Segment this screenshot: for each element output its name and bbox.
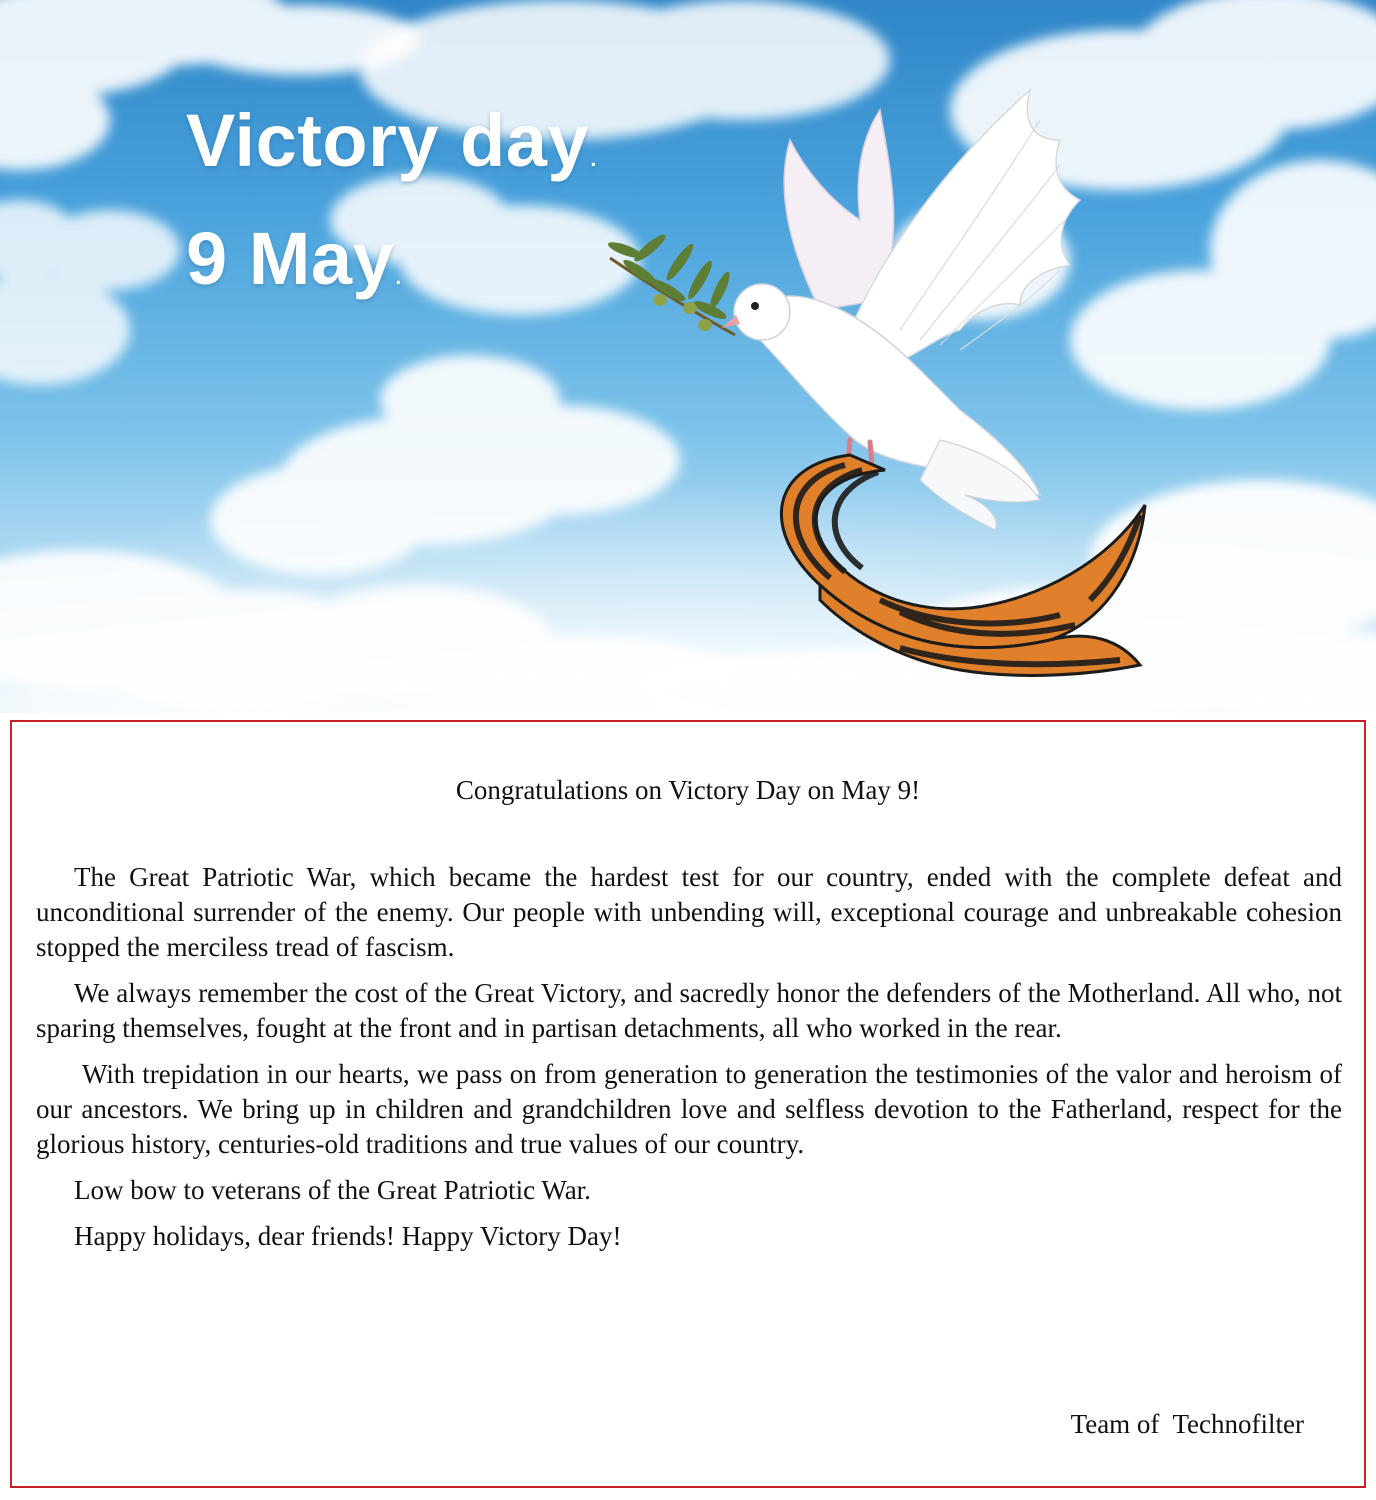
headline-dot: . (394, 258, 404, 291)
victory-day-banner (0, 0, 1376, 713)
paragraph-2: We always remember the cost of the Great Victory, and sacredly honor the defenders of the Motherland. All who, not sparing themselves, fought at the front and in partisan detachments, all who worked in the rear. (36, 978, 1342, 1043)
paragraph-1: The Great Patriotic War, which became the hardest test for our country, ended with the complete defeat and unconditional surrender of the enemy. Our people with unbending will, exceptional courage and unbreakable cohesion stopped the merciless tread of fascism. (36, 862, 1342, 962)
headline-dot: . (589, 140, 598, 173)
headline-line-1-text: Victory day (186, 99, 590, 182)
headline-victory-day (186, 99, 598, 182)
headline-line-2-text: 9 May (186, 217, 395, 300)
greeting-letter (10, 720, 1366, 1488)
signature: Team of Technofilter (1070, 1409, 1304, 1439)
paragraph-3: With trepidation in our hearts, we pass on from generation to generation the testimonies of the valor and heroism of our ancestors. We bring up in children and grandchildren love and selfless devotion to the Fatherland, respect for the glorious history, centuries-old traditions and true values of our country. (36, 1059, 1342, 1159)
paragraph-5: Happy holidays, dear friends! Happy Victory Day! (74, 1221, 622, 1251)
headline-date (186, 217, 404, 300)
letter-body (36, 860, 1342, 1265)
cloud-left (0, 200, 180, 385)
letter-title: Congratulations on Victory Day on May 9! (455, 775, 921, 805)
paragraph-4: Low bow to veterans of the Great Patriotic War. (74, 1175, 591, 1205)
